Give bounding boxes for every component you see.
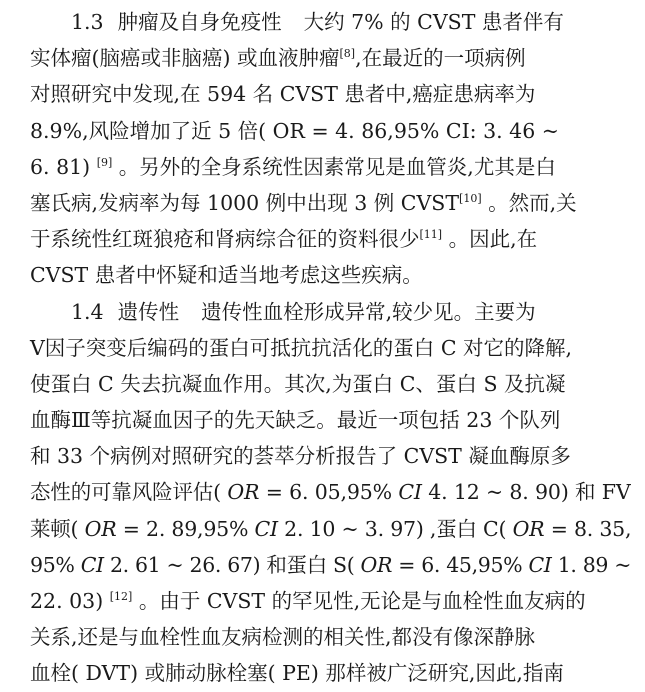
text-run: 22. 03): [30, 589, 110, 613]
text-run: 。另外的全身系统性因素常见是血管炎,尤其是白: [112, 154, 556, 179]
text-run: 遗传性血栓形成异常,较少见。主要为: [201, 299, 536, 324]
italic-term: OR: [227, 480, 260, 505]
text-run: 2. 61 ~ 26. 67) 和蛋白 S(: [103, 552, 361, 577]
citation-ref: [10]: [459, 192, 482, 206]
section-heading-line: [30, 294, 631, 330]
text-run: 关系,还是与血栓性血友病检测的相关性,都没有像深静脉: [30, 625, 536, 650]
text-line: [30, 474, 631, 510]
section-number: 1.4: [71, 299, 104, 324]
text-line: [30, 438, 631, 474]
text-line: [30, 257, 631, 293]
section-number: 1.3: [71, 10, 104, 34]
text-run: CVST 患者中怀疑和适当地考虑这些疾病。: [30, 263, 423, 288]
italic-term: CI: [80, 552, 104, 577]
text-run: Ⅴ因子突变后编码的蛋白可抵抗抗活化的蛋白 C 对它的降解,: [30, 335, 573, 360]
text-run: 1. 89 ~: [551, 552, 632, 577]
text-run: = 6. 05,95%: [259, 480, 399, 505]
text-run: ,在最近的一项病例: [355, 46, 526, 71]
text-line: [30, 221, 631, 257]
text-run: 对照研究中发现,在 594 名 CVST 患者中,癌症患病率为: [30, 82, 536, 107]
text-run: 实体瘤(脑癌或非脑癌) 或血液肿瘤: [30, 46, 340, 71]
text-run: 95%: [30, 552, 81, 577]
text-run: 。因此,在: [442, 227, 538, 252]
italic-term: OR: [84, 516, 117, 541]
section-1-4-paragraph: [30, 294, 631, 692]
citation-ref: [12]: [109, 590, 133, 604]
text-run: 态性的可靠风险评估(: [30, 480, 228, 505]
text-line: [30, 619, 631, 655]
text-run: = 2. 89,95%: [116, 516, 255, 541]
text-run: 2. 10 ~ 3. 97) ,蛋白 C(: [277, 516, 513, 541]
text-line: [30, 40, 631, 76]
section-heading-line: [30, 4, 631, 40]
text-line: [30, 366, 631, 402]
italic-term: CI: [398, 480, 422, 505]
text-line: [30, 402, 631, 438]
text-line: [30, 113, 631, 149]
text-run: 塞氏病,发病率为每 1000 例中出现 3 例 CVST: [30, 190, 460, 215]
text-line: [30, 583, 631, 619]
text-run: 莱顿(: [30, 516, 85, 541]
text-line: [30, 511, 631, 547]
italic-term: OR: [360, 552, 393, 577]
citation-ref: [11]: [419, 228, 443, 242]
text-run: 和 33 个病例对照研究的荟萃分析报告了 CVST 凝血酶原多: [30, 444, 571, 469]
citation-ref: [8]: [339, 47, 356, 61]
citation-ref: [9]: [96, 155, 113, 169]
section-title: 肿瘤及自身免疫性: [117, 10, 282, 34]
text-run: 8.9%,风险增加了近 5 倍( OR = 4. 86,95% CI: 3. 46 ~: [30, 118, 559, 143]
text-line: [30, 330, 631, 366]
text-run: = 6. 45,95%: [392, 552, 529, 577]
text-line: [30, 655, 631, 691]
section-1-3-paragraph: [30, 4, 631, 294]
text-run: 6. 81): [30, 154, 97, 179]
text-run: 4. 12 ~ 8. 90) 和 FV: [421, 480, 631, 505]
text-run: 。由于 CVST 的罕见性,无论是与血栓性血友病的: [132, 589, 586, 613]
text-run: 。然而,关: [481, 190, 577, 215]
text-line: [30, 185, 631, 221]
text-run: 大约 7% 的 CVST 患者伴有: [303, 10, 564, 34]
text-run: 使蛋白 C 失去抗凝血作用。其次,为蛋白 C、蛋白 S 及抗凝: [30, 371, 566, 396]
text-line: [30, 547, 631, 583]
text-run: 于系统性红斑狼疮和肾病综合征的资料很少: [30, 227, 420, 252]
italic-term: CI: [254, 516, 278, 541]
text-run: = 8. 35,: [544, 516, 632, 541]
italic-term: CI: [528, 552, 552, 577]
section-title: 遗传性: [117, 299, 180, 324]
text-line: [30, 76, 631, 112]
text-run: 血酶Ⅲ等抗凝血因子的先天缺乏。最近一项包括 23 个队列: [30, 408, 561, 433]
text-run: 血栓( DVT) 或肺动脉栓塞( PE) 那样被广泛研究,因此,指南: [30, 661, 564, 686]
text-line: [30, 149, 631, 185]
italic-term: OR: [512, 516, 545, 541]
